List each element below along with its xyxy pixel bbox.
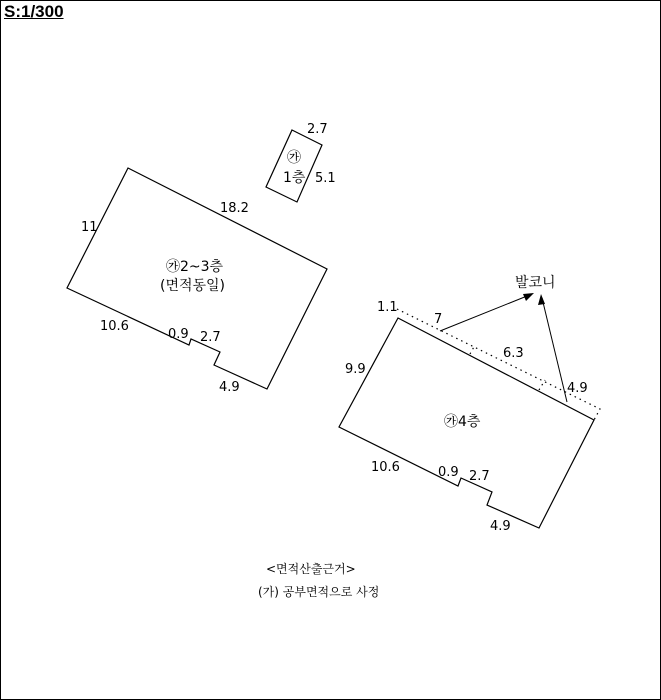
floor4-dim-right: 4.9 xyxy=(490,519,511,534)
floor23-dim-step2: 2.7 xyxy=(200,330,221,345)
floor1-dim-top: 2.7 xyxy=(307,122,328,137)
floor23-dim-bottom: 10.6 xyxy=(100,319,129,334)
balcony-arrow-left xyxy=(440,294,532,331)
notes-title: <면적산출근거> xyxy=(266,562,356,576)
floor23-dim-left: 11 xyxy=(81,220,98,235)
floor4-dim-top1: 7 xyxy=(434,312,443,327)
floor23-label: ㉮2~3층 xyxy=(166,259,224,275)
floor4-dim-step2: 2.7 xyxy=(469,469,490,484)
floor1-label: 1층 xyxy=(283,170,306,186)
floor4-dim-balcony-offset: 1.1 xyxy=(377,300,398,315)
floor23-dim-top: 18.2 xyxy=(220,201,249,216)
floor4-dim-top2: 6.3 xyxy=(503,346,524,361)
floor4-dim-left: 9.9 xyxy=(345,362,366,377)
balcony-arrowhead-left xyxy=(523,293,534,301)
notes-line1: (가) 공부면적으로 사정 xyxy=(258,585,380,599)
floor4-dim-bottom: 10.6 xyxy=(371,460,400,475)
floor4-dim-right-top: 4.9 xyxy=(567,381,588,396)
scale-label: S:1/300 xyxy=(4,2,64,21)
balcony-label: 발코니 xyxy=(515,275,556,291)
floor4-balcony-dotted-line xyxy=(397,309,600,420)
floor4-balcony-divider-1 xyxy=(470,345,475,354)
balcony-arrow-right xyxy=(542,298,567,402)
floor4-label: ㉮4층 xyxy=(444,414,481,430)
floor4-balcony-divider-2 xyxy=(539,380,545,390)
floor23-dim-step1: 0.9 xyxy=(168,327,189,342)
floor23-sublabel: (면적동일) xyxy=(160,278,226,294)
floor23-dim-right: 4.9 xyxy=(219,380,240,395)
floor1-outline xyxy=(266,130,322,202)
balcony-arrowhead-right xyxy=(538,294,545,305)
floor1-dim-side: 5.1 xyxy=(315,171,336,186)
floor1-mark: ㉮ xyxy=(287,150,301,166)
floor4-dim-step1: 0.9 xyxy=(438,465,459,480)
